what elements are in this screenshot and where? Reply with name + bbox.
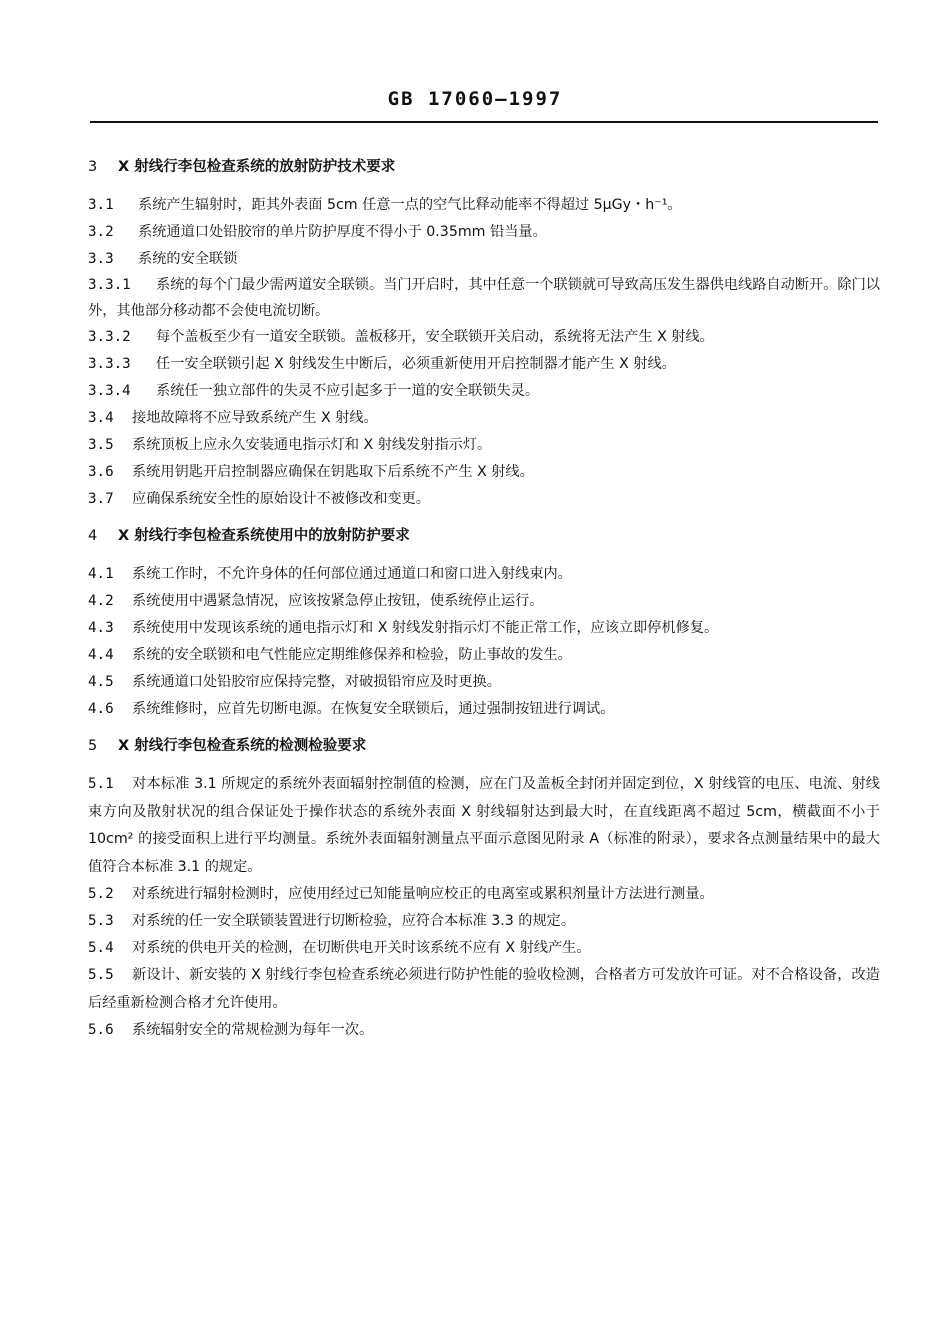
document-body	[88, 156, 880, 1044]
clause-text: 新设计、新安装的 X 射线行李包检查系统必须进行防护性能的验收检测，合格者方可发放许可证。对不合格设备，改造后经重新检测合格才允许使用。	[88, 967, 880, 1011]
section-5-title	[88, 735, 880, 757]
clause-4-4	[88, 642, 880, 669]
clause-number: 3.7	[88, 491, 114, 507]
section-4-title	[88, 525, 880, 547]
clause-text: 系统辐射安全的常规检测为每年一次。	[132, 1022, 374, 1038]
clause-text: 任一安全联锁引起 X 射线发生中断后，必须重新使用开启控制器才能产生 X 射线。	[156, 356, 676, 372]
clause-5-3	[88, 908, 880, 935]
clause-3-2	[88, 219, 880, 246]
clause-number: 5.6	[88, 1022, 114, 1038]
clause-number: 5.4	[88, 940, 114, 956]
clause-number: 4.2	[88, 593, 114, 609]
clause-text: 系统的每个门最少需两道安全联锁。当门开启时，其中任意一个联锁就可导致高压发生器供电线路自动断开。除门以外，其他部分移动都不会使电流切断。	[88, 277, 880, 319]
clause-3-3-4	[88, 378, 880, 405]
section-number: 4	[88, 528, 98, 544]
clause-number: 3.1	[88, 197, 114, 213]
clause-5-6	[88, 1017, 880, 1044]
clause-3-7	[88, 486, 880, 513]
clause-number: 3.6	[88, 464, 114, 480]
clause-text: 系统使用中发现该系统的通电指示灯和 X 射线发射指示灯不能正常工作，应该立即停机修复。	[132, 620, 719, 636]
clause-text: 系统的安全联锁和电气性能应定期维修保养和检验，防止事故的发生。	[132, 647, 572, 663]
clause-number: 3.2	[88, 224, 114, 240]
clause-text: 系统用钥匙开启控制器应确保在钥匙取下后系统不产生 X 射线。	[132, 464, 534, 480]
clause-number: 4.1	[88, 566, 114, 582]
clause-number: 5.2	[88, 886, 114, 902]
clause-5-1	[88, 771, 880, 881]
clause-3-3-1	[88, 273, 880, 324]
clause-text: 系统使用中遇紧急情况，应该按紧急停止按钮，使系统停止运行。	[132, 593, 544, 609]
clause-text: 每个盖板至少有一道安全联锁。盖板移开，安全联锁开关启动，系统将无法产生 X 射线。	[156, 329, 714, 345]
clause-3-3-2	[88, 324, 880, 351]
clause-4-5	[88, 669, 880, 696]
clause-4-6	[88, 696, 880, 723]
header-rule	[90, 121, 878, 123]
clause-3-6	[88, 459, 880, 486]
clause-3-3	[88, 246, 880, 273]
clause-4-2	[88, 588, 880, 615]
clause-5-4	[88, 935, 880, 962]
clause-text: 系统任一独立部件的失灵不应引起多于一道的安全联锁失灵。	[156, 383, 540, 399]
clause-text: 对系统进行辐射检测时，应使用经过已知能量响应校正的电离室或累积剂量计方法进行测量。	[132, 886, 714, 902]
clause-number: 3.3.1	[88, 277, 131, 293]
clause-text: 系统顶板上应永久安装通电指示灯和 X 射线发射指示灯。	[132, 437, 492, 453]
clause-3-1	[88, 192, 880, 219]
clause-text: 对本标准 3.1 所规定的系统外表面辐射控制值的检测，应在门及盖板全封闭并固定到位，X 射线管的电压、电流、射线束方向及散射状况的组合保证处于操作状态的系统外表面 X 射线辐射达到最大时，在直线距离不超过 5cm，横截面不小于 10cm² 的接受面积上进行平均测量。系统外表面辐射测量点平面示意图见附录 A（标准的附录），要求各点测量结果中的最大值符合本标准 3.1 的规定。	[88, 776, 880, 875]
clause-number: 3.3.2	[88, 329, 131, 345]
clause-text: 系统产生辐射时，距其外表面 5cm 任意一点的空气比释动能率不得超过 5μGy・h⁻¹。	[138, 197, 682, 213]
clause-number: 3.4	[88, 410, 114, 426]
clause-text: 系统工作时，不允许身体的任何部位通过通道口和窗口进入射线束内。	[132, 566, 572, 582]
clause-5-2	[88, 881, 880, 908]
clause-number: 5.3	[88, 913, 114, 929]
section-title-text: X 射线行李包检查系统的放射防护技术要求	[118, 159, 396, 175]
clause-text: 系统维修时，应首先切断电源。在恢复安全联锁后，通过强制按钮进行调试。	[132, 701, 615, 717]
clause-number: 4.6	[88, 701, 114, 717]
section-number: 5	[88, 738, 98, 754]
clause-number: 4.5	[88, 674, 114, 690]
clause-3-3-3	[88, 351, 880, 378]
clause-number: 3.3.4	[88, 383, 131, 399]
clause-number: 4.3	[88, 620, 114, 636]
clause-text: 系统的安全联锁	[138, 251, 238, 267]
clause-text: 对系统的任一安全联锁装置进行切断检验，应符合本标准 3.3 的规定。	[132, 913, 576, 929]
section-number: 3	[88, 159, 98, 175]
clause-number: 3.3.3	[88, 356, 131, 372]
clause-5-5	[88, 962, 880, 1017]
clause-text: 系统通道口处铅胶帘应保持完整，对破损铅帘应及时更换。	[132, 674, 501, 690]
clause-number: 5.5	[88, 967, 114, 983]
clause-number: 3.5	[88, 437, 114, 453]
clause-3-4	[88, 405, 880, 432]
clause-text: 系统通道口处铅胶帘的单片防护厚度不得小于 0.35mm 铅当量。	[138, 224, 547, 240]
clause-text: 接地故障将不应导致系统产生 X 射线。	[132, 410, 378, 426]
clause-4-1	[88, 561, 880, 588]
clause-text: 应确保系统安全性的原始设计不被修改和变更。	[132, 491, 430, 507]
clause-4-3	[88, 615, 880, 642]
clause-text: 对系统的供电开关的检测，在切断供电开关时该系统不应有 X 射线产生。	[132, 940, 591, 956]
section-title-text: X 射线行李包检查系统使用中的放射防护要求	[118, 528, 410, 544]
clause-number: 5.1	[88, 776, 114, 792]
section-title-text: X 射线行李包检查系统的检测检验要求	[118, 738, 367, 754]
section-3-title	[88, 156, 880, 178]
document-header-id: GB 17060—1997	[387, 88, 563, 110]
clause-3-5	[88, 432, 880, 459]
clause-number: 4.4	[88, 647, 114, 663]
clause-number: 3.3	[88, 251, 114, 267]
